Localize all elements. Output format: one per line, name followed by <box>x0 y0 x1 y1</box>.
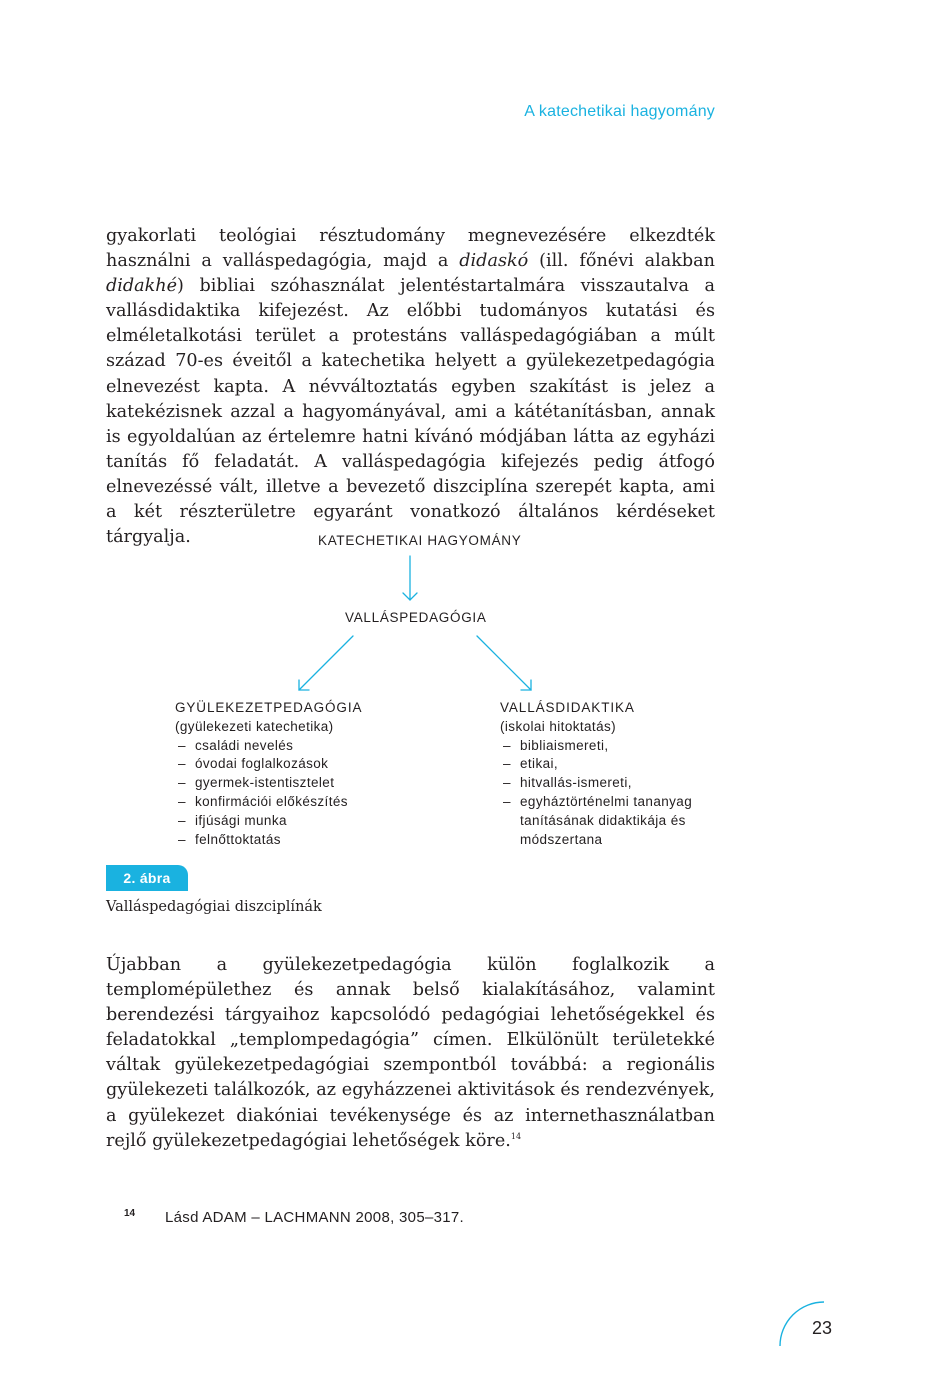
footnote-ref[interactable]: 14 <box>510 1131 522 1141</box>
list-item: – etikai, <box>500 755 700 774</box>
para1-text-3: ) bibliai szóhasználat jelentéstartalmára visszautalva a vallásdidaktika kifejezést. Az előbbi tudományos kutatási és elméletalkotási terület a protestáns valláspedagógiában a múlt század 70-es éveitől a katechetika helyett a gyülekezetpedagógia elnevezést kapta. A névváltoztatás egyben szakítást is jelez a katekézisnek azzal a hagyományával, ami a kátétanításban, annak is egyoldalúan az értelemre hatni kívánó módjában látta az egyházi tanítás fő feladatát. A valláspedagógia kifejezés pedig átfogó elnevezéssé vált, illetve a bevezető diszciplína szerepét kapta, ami a két részterületre egyaránt vonatkozó általános kérdéseket tárgyalja. <box>106 276 715 548</box>
diagram-right-branch <box>500 699 740 849</box>
footnote-text: Lásd ADAM – LACHMANN 2008, 305–317. <box>165 1209 464 1226</box>
figure-caption: Valláspedagógiai diszciplínák <box>106 899 322 915</box>
diagram-middle-node: VALLÁSPEDAGÓGIA <box>345 610 487 625</box>
para1-text-2: (ill. főnévi alakban <box>528 251 715 272</box>
list-item: – óvodai foglalkozások <box>175 755 435 774</box>
list-item: – egyháztörténelmi tananyag tanításának didaktikája és módszertana <box>500 793 700 849</box>
right-branch-subtitle: (iskolai hitoktatás) <box>500 718 617 734</box>
body-paragraph-2 <box>106 953 715 1154</box>
list-item: – bibliaismereti, <box>500 737 700 756</box>
para1-italic-didakhe: didakhé <box>106 276 178 297</box>
right-branch-list <box>500 737 700 850</box>
left-branch-subtitle: (gyülekezeti katechetika) <box>175 718 334 734</box>
list-item: – felnőttoktatás <box>175 831 435 850</box>
running-header: A katechetikai hagyomány <box>524 103 715 120</box>
right-branch-title: VALLÁSDIDAKTIKA <box>500 700 635 715</box>
diagram-left-branch <box>175 699 435 849</box>
para1-text-1: gyakorlati teológiai résztudomány megnevezésére elkezdték használni a valláspedagógia, majd a <box>106 226 715 272</box>
figure-label-badge: 2. ábra <box>106 865 188 891</box>
list-item: – gyermek-istentisztelet <box>175 774 435 793</box>
footnote-number: 14 <box>124 1208 136 1219</box>
arrow-down-right-icon <box>477 636 531 690</box>
list-item: – konfirmációi előkészítés <box>175 793 435 812</box>
para1-italic-didasko: didaskó <box>459 251 529 272</box>
list-item: – családi nevelés <box>175 737 435 756</box>
para2-text: Újabban a gyülekezetpedagógia külön foglalkozik a templomépülethez és annak belső kialakításához, valamint berendezési tárgyaihoz kapcsolódó pedagógiai lehetőségekkel és feladatokkal „templompedagógia” címen. Elkülönült területekké váltak gyülekezetpedagógiai szempontból továbbá: a regionális gyülekezeti találkozók, az egyházzenei aktivitások és rendezvények, a gyülekezet diakóniai tevékenysége és az internethasználatban rejlő gyülekezetpedagógiai lehetőségek köre. <box>106 955 715 1151</box>
diagram-top-node: KATECHETIKAI HAGYOMÁNY <box>318 533 522 548</box>
left-branch-title: GYÜLEKEZETPEDAGÓGIA <box>175 700 363 715</box>
list-item: – ifjúsági munka <box>175 812 435 831</box>
arrow-down-left-icon <box>299 636 353 690</box>
arrow-down-icon <box>403 556 417 600</box>
list-item: – hitvallás-ismereti, <box>500 774 700 793</box>
left-branch-list <box>175 737 435 850</box>
page-number: 23 <box>812 1318 833 1338</box>
